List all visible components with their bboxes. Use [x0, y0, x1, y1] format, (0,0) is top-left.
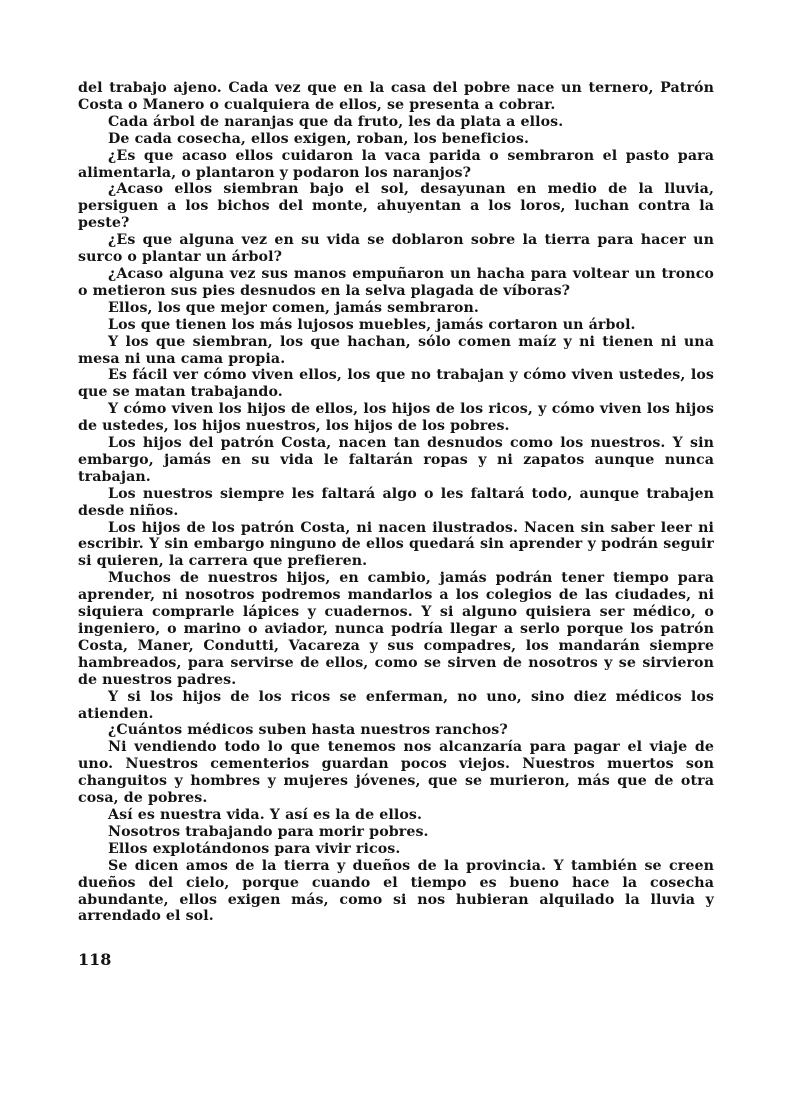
paragraph-8: Ellos, los que mejor comen, jamás sembraron.: [108, 299, 479, 316]
paragraph-3: De cada cosecha, ellos exigen, roban, los beneficios.: [108, 130, 530, 147]
paragraph-22: Ellos explotándonos para vivir ricos.: [108, 840, 401, 857]
paragraph-19: Ni vendiendo todo lo que tenemos nos alcanzaría para pagar el viaje de uno. Nuestros cementerios guardan pocos viejos. Nuestros muertos son changuitos y hombres y mujeres jóvenes, que se murieron, más que de otra cosa, de pobres.: [78, 739, 714, 807]
page-number: 118: [78, 950, 112, 969]
paragraph-12: Y cómo viven los hijos de ellos, los hijos de los ricos, y cómo viven los hijos de ustedes, los hijos nuestros, los hijos de los pobres.: [78, 401, 714, 435]
paragraph-23: Se dicen amos de la tierra y dueños de la provincia. Y también se creen dueños del cielo, porque cuando el tiempo es bueno hace la cosecha abundante, ellos exigen más, como si nos hubieran alquilado la lluvia y arrendado el sol.: [78, 857, 714, 925]
paragraph-7: ¿Acaso alguna vez sus manos empuñaron un hacha para voltear un tronco o metieron sus pies desnudos en la selva plagada de víboras?: [78, 265, 714, 299]
paragraph-20: Así es nuestra vida. Y así es la de ellos.: [108, 806, 423, 823]
paragraph-1: del trabajo ajeno. Cada vez que en la casa del pobre nace un ternero, Patrón Costa o Manero o cualquiera de ellos, se presenta a cobrar.: [78, 80, 714, 113]
paragraph-2: Cada árbol de naranjas que da fruto, les da plata a ellos.: [108, 113, 564, 130]
paragraph-14: Los nuestros siempre les faltará algo o les faltará todo, aunque trabajen desde niños.: [78, 485, 714, 519]
paragraph-16: Muchos de nuestros hijos, en cambio, jamás podrán tener tiempo para aprender, ni nosotros podremos mandarlos a los colegios de las ciudades, ni siquiera comprarle lápices y cuadernos. Y si alguno quisiera ser médico, o ingeniero, o marino o aviador, nunca podría llegar a serlo porque los patrón Costa, Maner, Condutti, Vacareza y sus compadres, los mandarán siempre hambreados, para servirse de ellos, como se sirven de nosotros y se sirvieron de nuestros padres.: [78, 570, 714, 688]
page-body: [78, 80, 714, 925]
paragraph-4: ¿Es que acaso ellos cuidaron la vaca parida o sembraron el pasto para alimentarla, o plantaron y podaron los naranjos?: [78, 147, 714, 181]
paragraph-11: Es fácil ver cómo viven ellos, los que no trabajan y cómo viven ustedes, los que se matan trabajando.: [78, 367, 714, 401]
paragraph-15: Los hijos de los patrón Costa, ni nacen ilustrados. Nacen sin saber leer ni escribir. Y sin embargo ninguno de ellos quedará sin aprender y podrán seguir si quieren, la carrera que prefieren.: [78, 519, 714, 570]
paragraph-21: Nosotros trabajando para morir pobres.: [108, 823, 429, 840]
paragraph-9: Los que tienen los más lujosos muebles, jamás cortaron un árbol.: [108, 316, 636, 333]
paragraph-17: Y si los hijos de los ricos se enferman, no uno, sino diez médicos los atienden.: [78, 688, 714, 722]
paragraph-18: ¿Cuántos médicos suben hasta nuestros ranchos?: [108, 722, 508, 739]
paragraph-6: ¿Es que alguna vez en su vida se doblaron sobre la tierra para hacer un surco o plantar un árbol?: [78, 232, 714, 266]
paragraph-5: ¿Acaso ellos siembran bajo el sol, desayunan en medio de la lluvia, persiguen a los bichos del monte, ahuyentan a los loros, luchan contra la peste?: [78, 181, 714, 232]
paragraph-10: Y los que siembran, los que hachan, sólo comen maíz y ni tienen ni una mesa ni una cama propia.: [78, 333, 714, 367]
paragraph-13: Los hijos del patrón Costa, nacen tan desnudos como los nuestros. Y sin embargo, jamás en su vida le faltarán ropas y ni zapatos aunque nunca trabajan.: [78, 435, 714, 485]
